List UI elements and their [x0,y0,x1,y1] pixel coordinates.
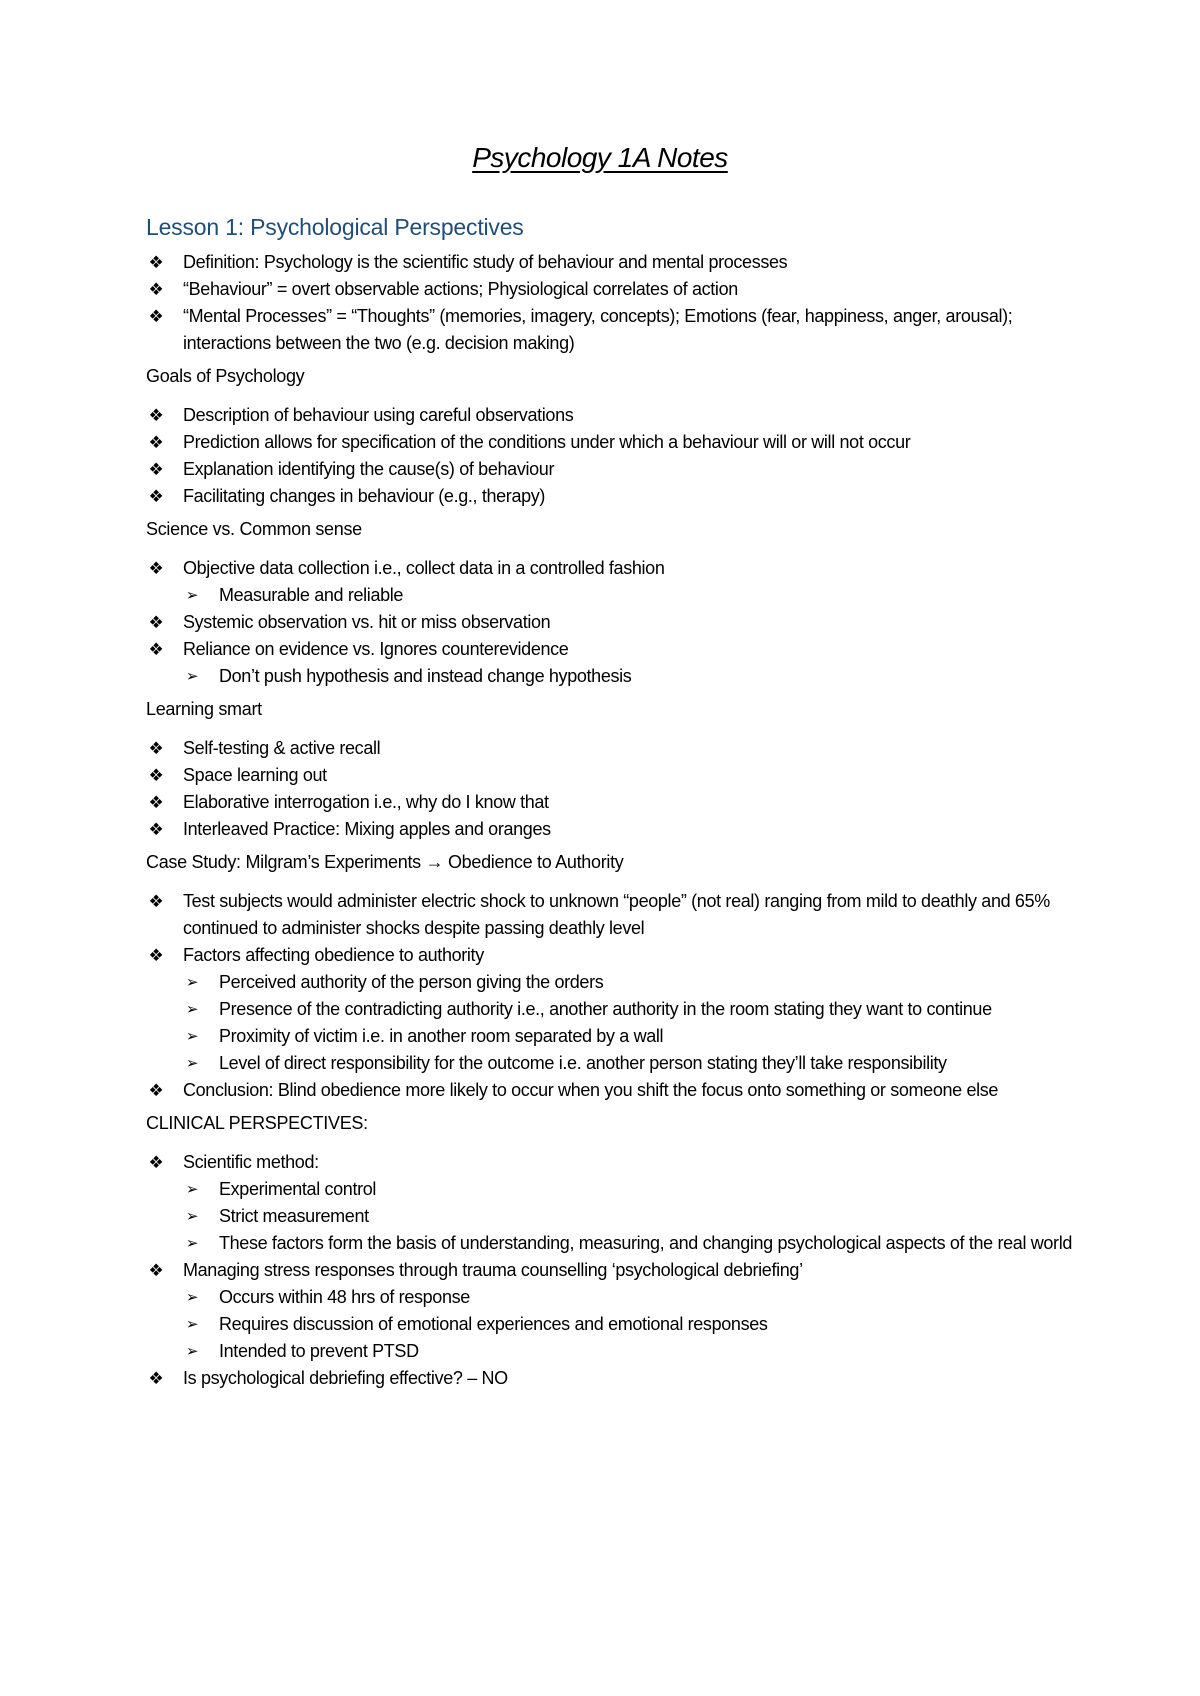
bullet-text: Test subjects would administer electric shock to unknown “people” (not real) ranging from mild to deathly and 65% continued to administer shocks despite passing deathly level [183,891,1050,938]
arrow-bullet-icon: ➢ [185,1208,199,1225]
sub-bullet-item [146,1230,1076,1257]
page-title: Psychology 1A Notes [472,142,728,173]
bullet-item [146,636,1076,663]
bullet-text: Strict measurement [219,1206,369,1226]
diamond-bullet-icon: ❖ [148,793,164,812]
sub-bullet-item [146,1203,1076,1230]
diamond-bullet-icon: ❖ [148,739,164,758]
bullet-text: Requires discussion of emotional experiences and emotional responses [219,1314,768,1334]
arrow-bullet-icon: ➢ [185,1235,199,1252]
bullet-item [146,1149,1076,1176]
bullet-text: “Behaviour” = overt observable actions; Physiological correlates of action [183,279,738,299]
diamond-bullet-icon: ❖ [148,946,164,965]
sub-bullet-item [146,1023,1076,1050]
diamond-bullet-icon: ❖ [148,613,164,632]
document-body [146,214,1076,1400]
diamond-bullet-icon: ❖ [148,1153,164,1172]
bullet-item [146,555,1076,582]
diamond-bullet-icon: ❖ [148,1261,164,1280]
bullet-text: Conclusion: Blind obedience more likely to occur when you shift the focus onto something or someone else [183,1080,999,1100]
bullet-text: Prediction allows for specification of the conditions under which a behaviour will or will not occur [183,432,911,452]
arrow-bullet-icon: ➢ [185,587,199,604]
bullet-text: Factors affecting obedience to authority [183,945,484,965]
bullet-text: Level of direct responsibility for the outcome i.e. another person stating they’ll take responsibility [219,1053,947,1073]
diamond-bullet-icon: ❖ [148,307,164,326]
bullet-text: Managing stress responses through trauma counselling ‘psychological debriefing’ [183,1260,803,1280]
diamond-bullet-icon: ❖ [148,487,164,506]
lesson-intro-list [146,249,1076,357]
lesson-heading: Lesson 1: Psychological Perspectives [146,214,524,240]
bullet-text: Description of behaviour using careful observations [183,405,574,425]
diamond-bullet-icon: ❖ [148,820,164,839]
bullet-text: Scientific method: [183,1152,319,1172]
diamond-bullet-icon: ❖ [148,280,164,299]
section-list [146,555,1076,690]
bullet-text: Intended to prevent PTSD [219,1341,419,1361]
sub-bullet-item [146,663,1076,690]
bullet-text: Space learning out [183,765,327,785]
arrow-bullet-icon: ➢ [185,1181,199,1198]
sub-bullet-item [146,1050,1076,1077]
bullet-text: Occurs within 48 hrs of response [219,1287,470,1307]
sub-bullet-item [146,1338,1076,1365]
bullet-text: Self-testing & active recall [183,738,381,758]
diamond-bullet-icon: ❖ [148,433,164,452]
diamond-bullet-icon: ❖ [148,766,164,785]
bullet-text: Elaborative interrogation i.e., why do I know that [183,792,549,812]
bullet-item [146,276,1076,303]
bullet-text: Objective data collection i.e., collect data in a controlled fashion [183,558,665,578]
arrow-bullet-icon: ➢ [185,1289,199,1306]
bullet-text: Facilitating changes in behaviour (e.g., therapy) [183,486,546,506]
diamond-bullet-icon: ❖ [148,1081,164,1100]
bullet-item [146,735,1076,762]
section-list [146,888,1076,1104]
section-heading: Learning smart [146,699,262,719]
arrow-bullet-icon: ➢ [185,1055,199,1072]
bullet-item [146,942,1076,969]
bullet-text: Experimental control [219,1179,377,1199]
sub-bullet-item [146,1176,1076,1203]
section-heading: Science vs. Common sense [146,519,362,539]
bullet-text: Perceived authority of the person giving the orders [219,972,604,992]
bullet-item [146,816,1076,843]
bullet-item [146,609,1076,636]
arrow-bullet-icon: ➢ [185,974,199,991]
bullet-item [146,456,1076,483]
bullet-text: Presence of the contradicting authority i.e., another authority in the room stating they want to continue [219,999,992,1019]
bullet-item [146,888,1076,942]
diamond-bullet-icon: ❖ [148,559,164,578]
bullet-item [146,402,1076,429]
bullet-item [146,789,1076,816]
section-list [146,402,1076,510]
bullet-item [146,1257,1076,1284]
sub-bullet-item [146,969,1076,996]
bullet-text: Proximity of victim i.e. in another room separated by a wall [219,1026,664,1046]
bullet-text: These factors form the basis of understanding, measuring, and changing psychological aspects of the real world [219,1233,1073,1253]
bullet-item [146,483,1076,510]
sections-container [146,366,1076,1392]
bullet-text: Interleaved Practice: Mixing apples and oranges [183,819,551,839]
sub-bullet-item [146,996,1076,1023]
arrow-bullet-icon: ➢ [185,1343,199,1360]
sub-bullet-item [146,1311,1076,1338]
section-heading: Case Study: Milgram’s Experiments → Obedience to Authority [146,852,624,872]
bullet-item [146,249,1076,276]
section-heading: CLINICAL PERSPECTIVES: [146,1113,368,1133]
section-heading: Goals of Psychology [146,366,305,386]
bullet-item [146,1077,1076,1104]
sub-bullet-item [146,1284,1076,1311]
bullet-item [146,1365,1076,1392]
bullet-text: “Mental Processes” = “Thoughts” (memories, imagery, concepts); Emotions (fear, happiness, anger, arousal); interactions between the two (e.g. decision making) [183,306,1013,353]
section-list [146,735,1076,843]
diamond-bullet-icon: ❖ [148,892,164,911]
bullet-text: Definition: Psychology is the scientific study of behaviour and mental processes [183,252,788,272]
section-list [146,1149,1076,1392]
arrow-bullet-icon: ➢ [185,1001,199,1018]
arrow-bullet-icon: ➢ [185,668,199,685]
diamond-bullet-icon: ❖ [148,640,164,659]
bullet-item [146,762,1076,789]
bullet-item [146,429,1076,456]
sub-bullet-item [146,582,1076,609]
bullet-text: Systemic observation vs. hit or miss observation [183,612,551,632]
bullet-text: Measurable and reliable [219,585,404,605]
arrow-bullet-icon: ➢ [185,1028,199,1045]
arrow-bullet-icon: ➢ [185,1316,199,1333]
diamond-bullet-icon: ❖ [148,406,164,425]
bullet-text: Explanation identifying the cause(s) of behaviour [183,459,555,479]
bullet-text: Reliance on evidence vs. Ignores counterevidence [183,639,569,659]
bullet-text: Is psychological debriefing effective? – NO [183,1368,508,1388]
diamond-bullet-icon: ❖ [148,460,164,479]
bullet-item [146,303,1076,357]
bullet-text: Don’t push hypothesis and instead change hypothesis [219,666,632,686]
diamond-bullet-icon: ❖ [148,1369,164,1388]
diamond-bullet-icon: ❖ [148,253,164,272]
